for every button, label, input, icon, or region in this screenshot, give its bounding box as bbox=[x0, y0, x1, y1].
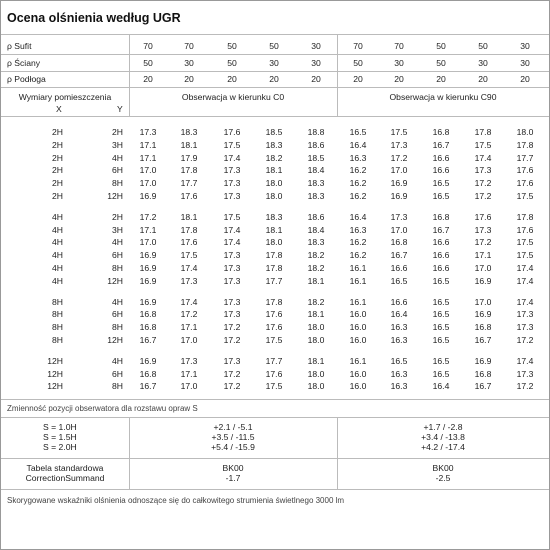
ugr-value: 17.5 bbox=[474, 139, 492, 150]
row-x-dimension: 8H bbox=[52, 309, 63, 320]
ugr-value: 16.9 bbox=[474, 309, 492, 320]
ugr-value: 17.0 bbox=[139, 165, 157, 176]
ugr-value: 17.2 bbox=[516, 335, 534, 345]
ugr-value: 17.1 bbox=[180, 368, 198, 379]
reflectance-value: 70 bbox=[143, 41, 153, 51]
ugr-value: 16.2 bbox=[349, 165, 367, 176]
row-y-dimension: 2H bbox=[112, 211, 123, 222]
reflectance-value: 50 bbox=[478, 41, 488, 51]
ugr-value: 16.0 bbox=[349, 322, 367, 333]
ugr-value: 17.9 bbox=[180, 152, 198, 163]
ugr-value: 17.3 bbox=[223, 191, 241, 201]
c90-variation: +1.7 / -2.8 bbox=[423, 422, 463, 432]
page-title: Ocena olśnienia według UGR bbox=[7, 11, 181, 25]
ugr-value: 16.8 bbox=[139, 322, 157, 333]
ugr-value: 17.3 bbox=[223, 355, 241, 366]
ugr-value: 17.0 bbox=[390, 165, 408, 176]
row-x-dimension: 8H bbox=[52, 296, 63, 307]
row-x-dimension: 12H bbox=[47, 355, 63, 366]
ugr-value: 16.9 bbox=[474, 275, 492, 286]
ugr-value: 17.3 bbox=[223, 263, 241, 273]
ugr-value: 17.5 bbox=[516, 250, 534, 261]
ugr-value: 17.5 bbox=[516, 237, 534, 248]
row-y-dimension: 6H bbox=[112, 165, 123, 176]
ugr-value: 17.4 bbox=[516, 263, 534, 273]
reflectance-value: 30 bbox=[520, 41, 530, 51]
ugr-value: 17.8 bbox=[474, 127, 492, 137]
ugr-value: 17.2 bbox=[474, 178, 492, 189]
ugr-value: 17.3 bbox=[223, 309, 241, 320]
ugr-value: 16.2 bbox=[349, 237, 367, 248]
row-y-dimension: 6H bbox=[112, 309, 123, 320]
ugr-value: 16.8 bbox=[432, 127, 450, 137]
ugr-value: 17.3 bbox=[139, 127, 157, 137]
ugr-value: 16.8 bbox=[474, 368, 492, 379]
ugr-value: 16.8 bbox=[390, 237, 408, 248]
ugr-value: 17.5 bbox=[223, 139, 241, 150]
ugr-value: 16.5 bbox=[432, 178, 450, 189]
row-y-dimension: 3H bbox=[112, 139, 123, 150]
ugr-value: 16.3 bbox=[349, 152, 367, 163]
ugr-value: 17.7 bbox=[180, 178, 198, 189]
ugr-value: 17.1 bbox=[139, 224, 157, 235]
row-y-dimension: 12H bbox=[107, 335, 123, 345]
ugr-value: 18.3 bbox=[265, 211, 283, 222]
ugr-value: 18.5 bbox=[307, 152, 325, 163]
row-x-dimension: 4H bbox=[52, 224, 63, 235]
c0-variation: +5.4 / -15.9 bbox=[211, 442, 255, 452]
ugr-value: 17.3 bbox=[223, 296, 241, 307]
c90-correction-value: -2.5 bbox=[435, 473, 451, 483]
ugr-value: 17.3 bbox=[223, 250, 241, 261]
ugr-value: 17.2 bbox=[180, 309, 198, 320]
ugr-value: 16.6 bbox=[432, 165, 450, 176]
c0-correction-value: -1.7 bbox=[225, 473, 241, 483]
ugr-value: 17.2 bbox=[223, 322, 241, 333]
ugr-value: 18.1 bbox=[180, 211, 198, 222]
ugr-value: 16.0 bbox=[349, 335, 367, 345]
reflectance-value: 30 bbox=[311, 58, 321, 68]
row-x-dimension: 2H bbox=[52, 139, 63, 150]
reflectance-value: 20 bbox=[227, 74, 237, 84]
ugr-value: 17.8 bbox=[180, 165, 198, 176]
row-x-dimension: 12H bbox=[47, 381, 63, 392]
ugr-value: 16.6 bbox=[390, 296, 408, 307]
ugr-value: 16.5 bbox=[432, 322, 450, 333]
divider bbox=[1, 417, 549, 418]
reflectance-value: 70 bbox=[353, 41, 363, 51]
ugr-value: 17.5 bbox=[265, 335, 283, 345]
row-y-dimension: 2H bbox=[112, 127, 123, 137]
reflectance-value: 50 bbox=[143, 58, 153, 68]
ugr-value: 17.3 bbox=[390, 139, 408, 150]
c0-header: Obserwacja w kierunku C0 bbox=[181, 92, 285, 102]
reflectance-value: 30 bbox=[478, 58, 488, 68]
ugr-value: 16.0 bbox=[349, 309, 367, 320]
ugr-value: 17.6 bbox=[516, 178, 534, 189]
divider bbox=[1, 54, 549, 55]
ugr-value: 18.6 bbox=[307, 211, 325, 222]
row-x-dimension: 2H bbox=[52, 127, 63, 137]
reflectance-value: 20 bbox=[353, 74, 363, 84]
ugr-value: 17.4 bbox=[223, 224, 241, 235]
ugr-value: 16.8 bbox=[474, 322, 492, 333]
ugr-value: 16.9 bbox=[390, 191, 408, 201]
c90-header: Obserwacja w kierunku C90 bbox=[389, 92, 497, 102]
ugr-value: 16.9 bbox=[139, 275, 157, 286]
ugr-value: 16.1 bbox=[349, 296, 367, 307]
room-dimensions-label: Wymiary pomieszczenia bbox=[18, 92, 112, 102]
ugr-value: 16.0 bbox=[349, 368, 367, 379]
spacing-label: S = 1.0H bbox=[43, 422, 77, 432]
y-axis-label: Y bbox=[117, 104, 123, 114]
reflectance-value: 20 bbox=[520, 74, 530, 84]
c90-variation: +3.4 / -13.8 bbox=[421, 432, 465, 442]
ugr-value: 17.8 bbox=[516, 211, 534, 222]
ugr-value: 18.0 bbox=[307, 381, 325, 392]
ugr-value: 18.1 bbox=[307, 355, 325, 366]
ugr-value: 17.6 bbox=[516, 224, 534, 235]
row-y-dimension: 6H bbox=[112, 250, 123, 261]
ugr-value: 18.1 bbox=[265, 224, 283, 235]
ugr-value: 18.1 bbox=[307, 275, 325, 286]
ugr-value: 18.2 bbox=[307, 250, 325, 261]
row-x-dimension: 2H bbox=[52, 191, 63, 201]
ugr-value: 18.1 bbox=[265, 165, 283, 176]
ugr-value: 17.2 bbox=[223, 368, 241, 379]
x-axis-label: X bbox=[56, 104, 62, 114]
row-y-dimension: 6H bbox=[112, 368, 123, 379]
row-y-dimension: 4H bbox=[112, 152, 123, 163]
ugr-value: 17.5 bbox=[265, 381, 283, 392]
reflectance-value: 20 bbox=[436, 74, 446, 84]
divider bbox=[1, 116, 549, 117]
ugr-value: 17.4 bbox=[180, 263, 198, 273]
row-x-dimension: 4H bbox=[52, 211, 63, 222]
ugr-value: 16.3 bbox=[349, 224, 367, 235]
ugr-value: 17.1 bbox=[139, 139, 157, 150]
ugr-value: 16.3 bbox=[390, 381, 408, 392]
ugr-value: 18.2 bbox=[307, 263, 325, 273]
ugr-value: 16.5 bbox=[390, 275, 408, 286]
ugr-value: 16.1 bbox=[349, 275, 367, 286]
reflectance-label: ρ Sufit bbox=[7, 41, 32, 51]
ugr-value: 16.5 bbox=[432, 296, 450, 307]
ugr-value: 17.3 bbox=[180, 275, 198, 286]
reflectance-value: 50 bbox=[269, 41, 279, 51]
ugr-value: 17.6 bbox=[265, 309, 283, 320]
reflectance-value: 30 bbox=[394, 58, 404, 68]
reflectance-value: 20 bbox=[478, 74, 488, 84]
reflectance-value: 20 bbox=[184, 74, 194, 84]
ugr-value: 18.0 bbox=[265, 237, 283, 248]
row-x-dimension: 8H bbox=[52, 335, 63, 345]
ugr-value: 17.3 bbox=[223, 165, 241, 176]
ugr-value: 17.4 bbox=[516, 355, 534, 366]
ugr-value: 17.2 bbox=[390, 152, 408, 163]
ugr-value: 16.4 bbox=[349, 211, 367, 222]
c0-standard-code: BK00 bbox=[222, 463, 244, 473]
row-y-dimension: 3H bbox=[112, 224, 123, 235]
ugr-value: 18.0 bbox=[307, 335, 325, 345]
ugr-value: 17.8 bbox=[180, 224, 198, 235]
ugr-value: 17.2 bbox=[139, 211, 157, 222]
ugr-value: 17.5 bbox=[223, 211, 241, 222]
ugr-value: 16.6 bbox=[432, 263, 450, 273]
ugr-value: 17.4 bbox=[180, 296, 198, 307]
ugr-value: 17.0 bbox=[390, 224, 408, 235]
ugr-value: 17.0 bbox=[180, 381, 198, 392]
ugr-value: 17.5 bbox=[516, 191, 534, 201]
ugr-value: 16.4 bbox=[349, 139, 367, 150]
ugr-value: 18.0 bbox=[307, 322, 325, 333]
ugr-value: 16.1 bbox=[349, 263, 367, 273]
row-y-dimension: 12H bbox=[107, 275, 123, 286]
ugr-value: 17.3 bbox=[474, 224, 492, 235]
ugr-value: 16.2 bbox=[349, 250, 367, 261]
ugr-value: 17.3 bbox=[223, 178, 241, 189]
ugr-value: 17.0 bbox=[139, 237, 157, 248]
ugr-value: 16.2 bbox=[349, 178, 367, 189]
reflectance-value: 20 bbox=[311, 74, 321, 84]
reflectance-value: 50 bbox=[436, 41, 446, 51]
ugr-value: 17.7 bbox=[516, 152, 534, 163]
reflectance-value: 50 bbox=[227, 41, 237, 51]
ugr-value: 16.0 bbox=[349, 381, 367, 392]
ugr-value: 17.3 bbox=[474, 165, 492, 176]
ugr-value: 18.0 bbox=[265, 191, 283, 201]
ugr-value: 17.8 bbox=[265, 250, 283, 261]
ugr-value: 16.9 bbox=[390, 178, 408, 189]
ugr-value: 18.3 bbox=[307, 191, 325, 201]
ugr-value: 17.1 bbox=[474, 250, 492, 261]
row-y-dimension: 8H bbox=[112, 381, 123, 392]
ugr-value: 16.7 bbox=[432, 224, 450, 235]
ugr-value: 16.1 bbox=[349, 355, 367, 366]
ugr-value: 17.4 bbox=[223, 152, 241, 163]
ugr-value: 17.2 bbox=[223, 381, 241, 392]
ugr-value: 16.4 bbox=[432, 381, 450, 392]
ugr-value: 17.2 bbox=[474, 191, 492, 201]
ugr-value: 17.4 bbox=[223, 237, 241, 248]
ugr-value: 17.3 bbox=[516, 322, 534, 333]
ugr-value: 16.5 bbox=[432, 355, 450, 366]
ugr-value: 16.9 bbox=[139, 250, 157, 261]
ugr-value: 18.1 bbox=[307, 309, 325, 320]
c90-standard-code: BK00 bbox=[432, 463, 454, 473]
divider bbox=[1, 458, 549, 459]
ugr-value: 17.6 bbox=[265, 368, 283, 379]
ugr-value: 17.7 bbox=[265, 275, 283, 286]
ugr-value: 17.6 bbox=[516, 165, 534, 176]
row-x-dimension: 12H bbox=[47, 368, 63, 379]
reflectance-value: 30 bbox=[311, 41, 321, 51]
reflectance-value: 20 bbox=[143, 74, 153, 84]
ugr-value: 16.5 bbox=[432, 275, 450, 286]
row-y-dimension: 4H bbox=[112, 355, 123, 366]
row-x-dimension: 2H bbox=[52, 165, 63, 176]
divider bbox=[1, 489, 549, 490]
row-y-dimension: 8H bbox=[112, 322, 123, 333]
ugr-value: 16.5 bbox=[432, 191, 450, 201]
ugr-value: 18.6 bbox=[307, 139, 325, 150]
ugr-value: 17.4 bbox=[516, 275, 534, 286]
ugr-value: 18.2 bbox=[307, 296, 325, 307]
ugr-value: 17.3 bbox=[180, 355, 198, 366]
ugr-value: 17.2 bbox=[516, 381, 534, 392]
divider bbox=[1, 34, 549, 35]
ugr-value: 16.7 bbox=[139, 381, 157, 392]
ugr-value: 17.2 bbox=[223, 335, 241, 345]
divider bbox=[1, 87, 549, 88]
ugr-value: 17.0 bbox=[474, 296, 492, 307]
ugr-value: 16.8 bbox=[139, 309, 157, 320]
ugr-value: 16.7 bbox=[432, 139, 450, 150]
ugr-value: 16.8 bbox=[432, 211, 450, 222]
ugr-value: 17.6 bbox=[265, 322, 283, 333]
reflectance-label: ρ Podłoga bbox=[7, 74, 46, 84]
ugr-value: 17.0 bbox=[474, 263, 492, 273]
ugr-value: 16.9 bbox=[139, 263, 157, 273]
reflectance-value: 50 bbox=[227, 58, 237, 68]
ugr-value: 17.1 bbox=[139, 152, 157, 163]
ugr-value: 17.6 bbox=[180, 237, 198, 248]
ugr-value: 16.5 bbox=[432, 368, 450, 379]
row-x-dimension: 2H bbox=[52, 152, 63, 163]
ugr-value: 16.3 bbox=[390, 322, 408, 333]
c0-variation: +3.5 / -11.5 bbox=[211, 432, 255, 442]
ugr-value: 16.4 bbox=[390, 309, 408, 320]
reflectance-value: 70 bbox=[394, 41, 404, 51]
ugr-value: 16.3 bbox=[390, 335, 408, 345]
row-x-dimension: 2H bbox=[52, 178, 63, 189]
divider bbox=[1, 71, 549, 72]
ugr-value: 16.9 bbox=[139, 191, 157, 201]
reflectance-value: 20 bbox=[394, 74, 404, 84]
ugr-value: 16.3 bbox=[390, 368, 408, 379]
ugr-value: 18.4 bbox=[307, 224, 325, 235]
ugr-value: 16.5 bbox=[432, 335, 450, 345]
ugr-value: 17.6 bbox=[474, 211, 492, 222]
ugr-value: 17.3 bbox=[390, 211, 408, 222]
ugr-value: 18.3 bbox=[307, 178, 325, 189]
ugr-value: 16.6 bbox=[432, 250, 450, 261]
spacing-label: S = 2.0H bbox=[43, 442, 77, 452]
ugr-value: 18.0 bbox=[516, 127, 534, 137]
spacing-label: S = 1.5H bbox=[43, 432, 77, 442]
ugr-value: 16.9 bbox=[139, 296, 157, 307]
ugr-value: 18.3 bbox=[307, 237, 325, 248]
ugr-value: 16.5 bbox=[432, 309, 450, 320]
row-y-dimension: 4H bbox=[112, 237, 123, 248]
reflectance-value: 30 bbox=[520, 58, 530, 68]
reflectance-value: 30 bbox=[269, 58, 279, 68]
ugr-value: 16.7 bbox=[390, 250, 408, 261]
row-y-dimension: 8H bbox=[112, 263, 123, 273]
ugr-value: 16.6 bbox=[432, 152, 450, 163]
row-y-dimension: 8H bbox=[112, 178, 123, 189]
reflectance-value: 50 bbox=[353, 58, 363, 68]
ugr-value: 17.0 bbox=[139, 178, 157, 189]
ugr-value: 17.8 bbox=[265, 296, 283, 307]
ugr-value: 16.7 bbox=[474, 381, 492, 392]
ugr-value: 17.2 bbox=[474, 237, 492, 248]
row-x-dimension: 4H bbox=[52, 237, 63, 248]
ugr-value: 16.5 bbox=[390, 355, 408, 366]
ugr-value: 17.8 bbox=[265, 263, 283, 273]
ugr-value: 18.3 bbox=[265, 139, 283, 150]
ugr-value: 17.4 bbox=[474, 152, 492, 163]
row-x-dimension: 4H bbox=[52, 275, 63, 286]
row-y-dimension: 12H bbox=[107, 191, 123, 201]
ugr-value: 16.7 bbox=[139, 335, 157, 345]
ugr-value: 16.9 bbox=[139, 355, 157, 366]
ugr-value: 16.9 bbox=[474, 355, 492, 366]
ugr-value: 17.5 bbox=[180, 250, 198, 261]
reflectance-value: 30 bbox=[184, 58, 194, 68]
row-x-dimension: 4H bbox=[52, 250, 63, 261]
c0-variation: +2.1 / -5.1 bbox=[213, 422, 253, 432]
ugr-value: 16.7 bbox=[474, 335, 492, 345]
ugr-value: 18.4 bbox=[307, 165, 325, 176]
c90-variation: +4.2 / -17.4 bbox=[421, 442, 465, 452]
ugr-value: 17.8 bbox=[516, 139, 534, 150]
footnote: Skorygowane wskaźniki olśnienia odnoszące się do całkowitego strumienia świetlnego 3000 lm bbox=[7, 496, 345, 505]
divider bbox=[1, 399, 549, 400]
ugr-value: 18.0 bbox=[307, 368, 325, 379]
ugr-value: 18.5 bbox=[265, 127, 283, 137]
ugr-value: 17.5 bbox=[390, 127, 408, 137]
ugr-value: 17.6 bbox=[180, 191, 198, 201]
ugr-value: 17.0 bbox=[180, 335, 198, 345]
row-x-dimension: 4H bbox=[52, 263, 63, 273]
standard-table-label: Tabela standardowa bbox=[26, 463, 104, 473]
ugr-value: 17.3 bbox=[516, 368, 534, 379]
reflectance-value: 70 bbox=[184, 41, 194, 51]
reflectance-label: ρ Ściany bbox=[7, 58, 41, 68]
ugr-value: 18.2 bbox=[265, 152, 283, 163]
ugr-value: 18.0 bbox=[265, 178, 283, 189]
row-y-dimension: 4H bbox=[112, 296, 123, 307]
ugr-value: 18.1 bbox=[180, 139, 198, 150]
ugr-value: 17.6 bbox=[223, 127, 241, 137]
reflectance-value: 50 bbox=[436, 58, 446, 68]
ugr-value: 18.8 bbox=[307, 127, 325, 137]
reflectance-value: 20 bbox=[269, 74, 279, 84]
ugr-value: 18.3 bbox=[180, 127, 198, 137]
ugr-value: 17.7 bbox=[265, 355, 283, 366]
ugr-value: 17.3 bbox=[516, 309, 534, 320]
ugr-value: 16.2 bbox=[349, 191, 367, 201]
ugr-value: 17.1 bbox=[180, 322, 198, 333]
ugr-value: 16.6 bbox=[390, 263, 408, 273]
ugr-value: 17.3 bbox=[223, 275, 241, 286]
ugr-value: 17.4 bbox=[516, 296, 534, 307]
ugr-value: 16.6 bbox=[432, 237, 450, 248]
ugr-value: 16.8 bbox=[139, 368, 157, 379]
variation-title: Zmienność pozycji obserwatora dla rozstawu opraw S bbox=[7, 404, 198, 413]
correction-summand-label: CorrectionSummand bbox=[25, 473, 105, 483]
ugr-value: 16.5 bbox=[349, 127, 367, 137]
row-x-dimension: 8H bbox=[52, 322, 63, 333]
